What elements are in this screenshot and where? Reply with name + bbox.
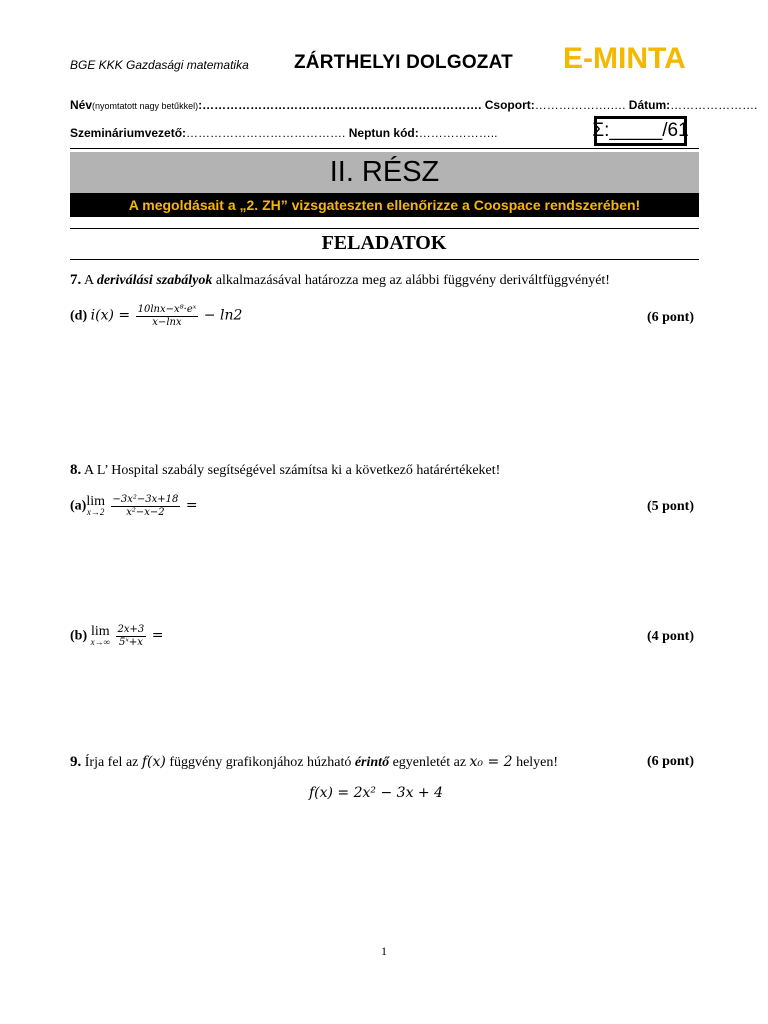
tasks-heading: FELADATOK	[321, 232, 447, 254]
name-field[interactable]: :…………………………………………………………….	[198, 98, 482, 112]
student-info-line	[70, 98, 757, 112]
question-text: A	[81, 273, 97, 288]
divider	[70, 259, 699, 260]
points-label: (6 pont)	[646, 754, 694, 769]
fraction-denominator: x²−x−2	[126, 507, 165, 518]
part-label: (a)	[70, 498, 87, 514]
seminar-label: Szemináriumvezető:	[70, 126, 187, 140]
question-number: 7.	[70, 272, 82, 288]
formula-lhs: i(x) =	[90, 307, 131, 324]
neptun-label: Neptun kód:	[348, 126, 419, 140]
emphasis: érintő	[354, 755, 390, 770]
equals-sign: =	[185, 497, 198, 514]
question-8b-formula	[70, 624, 164, 649]
formula-fraction	[136, 304, 199, 329]
question-number: 9.	[70, 754, 82, 770]
group-label: Csoport:	[484, 98, 535, 112]
divider	[70, 148, 699, 149]
date-label: Dátum:	[628, 98, 671, 112]
neptun-field[interactable]: ………………..	[418, 126, 498, 140]
date-field[interactable]: ………………….	[670, 98, 758, 112]
question-8-text	[70, 462, 500, 479]
question-9-text	[70, 754, 558, 771]
fraction-denominator: x−lnx	[152, 317, 182, 328]
function-formula: f(x) = 2x² − 3x + 4	[308, 785, 444, 801]
emphasis: deriválási szabályok	[96, 273, 213, 288]
question-text: függvény grafikonjához húzható	[165, 755, 355, 770]
point-symbol: x₀ = 2	[469, 754, 513, 770]
limit-operator	[86, 493, 105, 518]
question-number: 8.	[70, 462, 82, 478]
section-title: II. RÉSZ	[329, 156, 440, 188]
equals-sign: =	[151, 627, 164, 644]
lim-text: lim	[86, 493, 105, 509]
formula-fraction	[111, 494, 181, 519]
question-text: Írja fel az	[81, 755, 142, 770]
fraction-numerator: 10lnx−x⁸·eˣ	[137, 304, 197, 315]
points-label: (6 pont)	[646, 310, 694, 325]
name-note: (nyomtatott nagy betűkkel)	[92, 101, 199, 111]
question-8a-formula	[70, 494, 198, 519]
coospace-notice: A megoldásait a „2. ZH” vizsgateszten ellenőrizze a Coospace rendszerében!	[70, 193, 699, 217]
section-banner	[70, 152, 699, 193]
function-symbol: f(x)	[141, 754, 166, 770]
limit-operator	[90, 623, 111, 648]
points-label: (4 pont)	[646, 629, 694, 644]
page-number: 1	[381, 944, 387, 958]
points-label: (5 pont)	[646, 499, 694, 514]
question-text: alkalmazásával határozza meg az alábbi függvény deriváltfüggvényét!	[212, 273, 610, 288]
divider	[70, 228, 699, 229]
fraction-numerator: 2x+3	[117, 624, 145, 635]
exam-title: ZÁRTHELYI DOLGOZAT	[294, 52, 513, 73]
sample-badge: E-MINTA	[563, 42, 686, 75]
name-label: Név	[70, 98, 93, 112]
seminar-field[interactable]: ………………………………….	[186, 126, 346, 140]
seminar-info-line	[70, 126, 497, 140]
question-text: A L’ Hospital szabály segítségével számítsa ki a következő határértékeket!	[81, 463, 501, 478]
lim-subscript: x→2	[86, 506, 105, 517]
question-7-text	[70, 272, 610, 289]
lim-text: lim	[91, 623, 110, 639]
question-text: egyenletét az	[389, 755, 470, 770]
formula-tail: − ln2	[203, 307, 243, 324]
lim-subscript: x→∞	[90, 636, 111, 647]
part-label: (b)	[70, 628, 88, 644]
fraction-numerator: −3x²−3x+18	[112, 494, 179, 505]
department-label: BGE KKK Gazdasági matematika	[70, 58, 249, 72]
question-7d-formula	[70, 304, 242, 329]
group-field[interactable]: ……………….….	[534, 98, 626, 112]
formula-fraction	[116, 624, 147, 649]
question-text: helyen!	[512, 755, 559, 770]
part-label: (d)	[70, 308, 88, 324]
fraction-denominator: 5ˣ+x	[118, 637, 143, 648]
score-box: Σ:_____/61	[594, 116, 687, 146]
